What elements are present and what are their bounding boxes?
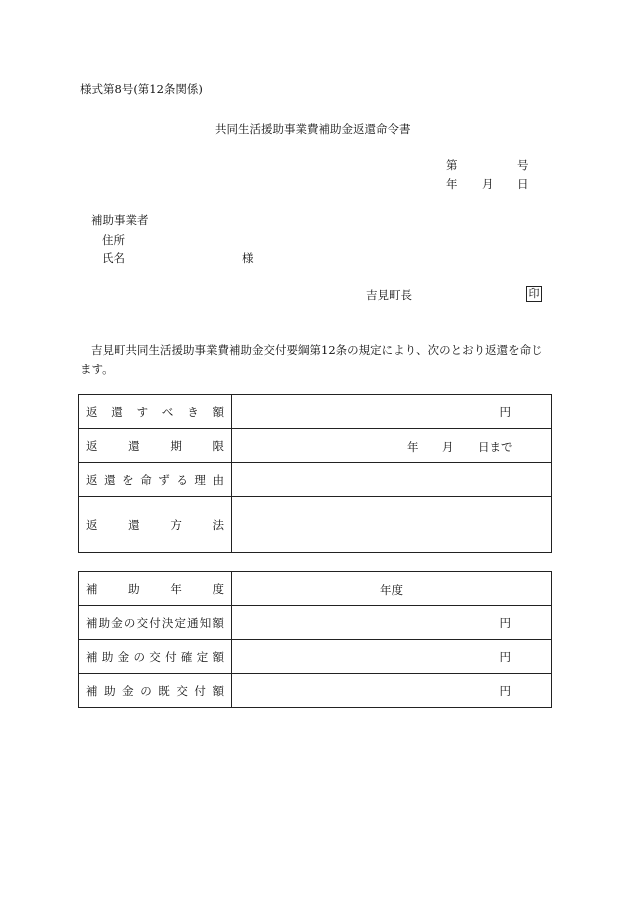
row-label <box>79 395 232 429</box>
return-method-field <box>232 497 552 553</box>
row-label <box>79 674 232 708</box>
row-label <box>79 463 232 497</box>
return-amount-field <box>232 395 552 429</box>
table-row <box>79 429 552 463</box>
label-return-reason: 返 還 を 命 ず る 理 由 <box>86 472 224 487</box>
doc-number-dai: 第 <box>446 158 458 172</box>
table-row <box>79 606 552 640</box>
row-label <box>79 606 232 640</box>
table-row <box>79 395 552 429</box>
deadline-day: 日まで <box>478 440 513 454</box>
fiscal-year-unit: 年度 <box>380 583 403 597</box>
label-return-amount: 返 還 す べ き 額 <box>86 404 224 419</box>
form-number: 様式第8号(第12条関係) <box>80 82 203 96</box>
body-text-line1: 吉見町共同生活援助事業費補助金交付要綱第12条の規定により、次のとおり返還を命じ <box>91 343 543 357</box>
name-label: 氏名 <box>102 251 125 265</box>
repayment-table <box>78 394 552 553</box>
table-row <box>79 463 552 497</box>
yen-unit: 円 <box>499 615 511 630</box>
table-row <box>79 674 552 708</box>
subsidy-year-field <box>232 572 552 606</box>
label-confirmed-amount: 補 助 金 の 交 付 確 定 額 <box>86 649 224 664</box>
label-return-method: 返 還 方 法 <box>86 517 224 532</box>
yen-unit: 円 <box>499 649 511 664</box>
row-label <box>79 429 232 463</box>
deadline-year: 年 <box>407 440 419 454</box>
row-label <box>79 640 232 674</box>
row-label <box>79 572 232 606</box>
label-decision-amount: 補 助 金 の 交 付 決 定 通 知 額 <box>86 615 224 630</box>
date-day-label: 日 <box>517 177 529 191</box>
table-row <box>79 640 552 674</box>
body-text-line2: ます。 <box>80 362 114 376</box>
label-paid-amount: 補 助 金 の 既 交 付 額 <box>86 683 224 698</box>
document-title: 共同生活援助事業費補助金返還命令書 <box>215 122 411 136</box>
table-row <box>79 497 552 553</box>
yen-unit: 円 <box>499 683 511 698</box>
date-month-label: 月 <box>482 177 494 191</box>
subsidy-table <box>78 571 552 708</box>
table-row <box>79 572 552 606</box>
honorific: 様 <box>242 251 254 265</box>
yen-unit: 円 <box>499 404 511 419</box>
row-label <box>79 497 232 553</box>
deadline-month: 月 <box>442 440 454 454</box>
date-year-label: 年 <box>446 177 458 191</box>
paid-amount-field <box>232 674 552 708</box>
label-return-deadline: 返 還 期 限 <box>86 438 224 453</box>
doc-number-go: 号 <box>517 158 529 172</box>
issuer-title: 吉見町長 <box>366 288 412 302</box>
return-deadline-field <box>232 429 552 463</box>
seal-stamp: 印 <box>526 286 542 302</box>
label-subsidy-year: 補 助 年 度 <box>86 581 224 596</box>
decision-amount-field <box>232 606 552 640</box>
return-reason-field <box>232 463 552 497</box>
confirmed-amount-field <box>232 640 552 674</box>
recipient-heading: 補助事業者 <box>91 213 149 227</box>
address-label: 住所 <box>102 233 125 247</box>
